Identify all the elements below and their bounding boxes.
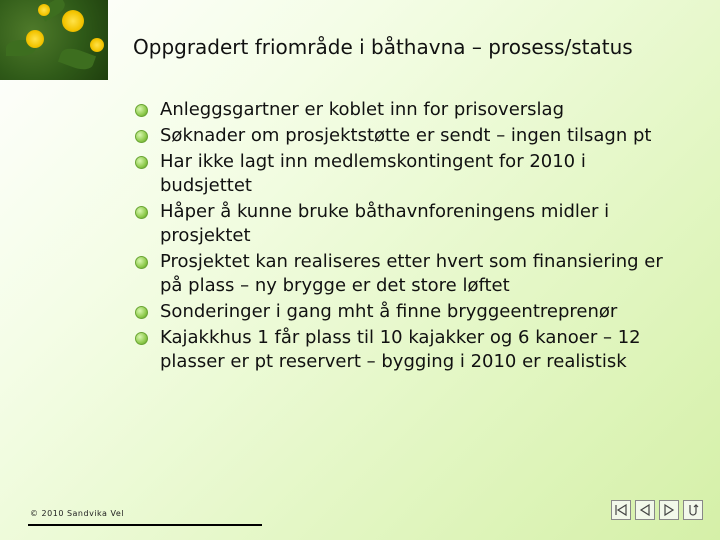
bullet-icon: [135, 332, 148, 345]
return-button[interactable]: [683, 500, 703, 520]
previous-slide-button[interactable]: [635, 500, 655, 520]
list-item: [133, 300, 673, 324]
next-slide-icon: [661, 502, 677, 518]
previous-slide-icon: [637, 502, 653, 518]
bullet-text: Kajakkhus 1 får plass til 10 kajakker og 6 kanoer – 12 plasser er pt reservert – bygging i 2010 er realistisk: [160, 327, 641, 372]
bullet-text: Håper å kunne bruke båthavnforeningens midler i prosjektet: [160, 201, 610, 246]
list-item: [133, 200, 673, 248]
slide-navigation: [611, 500, 703, 520]
footer-copyright: © 2010 Sandvika Vel: [30, 509, 124, 518]
first-slide-icon: [613, 502, 629, 518]
slide-title: Oppgradert friområde i båthavna – prosess/status: [133, 35, 633, 59]
bullet-text: Prosjektet kan realiseres etter hvert som finansiering er på plass – ny brygge er det store løftet: [160, 251, 663, 296]
list-item: [133, 150, 673, 198]
bullet-text: Har ikke lagt inn medlemskontingent for 2010 i budsjettet: [160, 151, 586, 196]
bullet-text: Sonderinger i gang mht å finne bryggeentreprenør: [160, 301, 618, 322]
bullet-icon: [135, 156, 148, 169]
list-item: [133, 124, 673, 148]
bullet-text: Søknader om prosjektstøtte er sendt – ingen tilsagn pt: [160, 125, 652, 146]
return-icon: [685, 502, 701, 518]
list-item: [133, 326, 673, 374]
bullet-list: [133, 98, 673, 376]
first-slide-button[interactable]: [611, 500, 631, 520]
bullet-icon: [135, 104, 148, 117]
bullet-icon: [135, 306, 148, 319]
list-item: [133, 98, 673, 122]
bullet-icon: [135, 206, 148, 219]
footer-divider: [28, 524, 262, 526]
bullet-icon: [135, 130, 148, 143]
next-slide-button[interactable]: [659, 500, 679, 520]
bullet-icon: [135, 256, 148, 269]
list-item: [133, 250, 673, 298]
bullet-text: Anleggsgartner er koblet inn for prisoverslag: [160, 99, 565, 120]
flower-photo: [0, 0, 108, 80]
